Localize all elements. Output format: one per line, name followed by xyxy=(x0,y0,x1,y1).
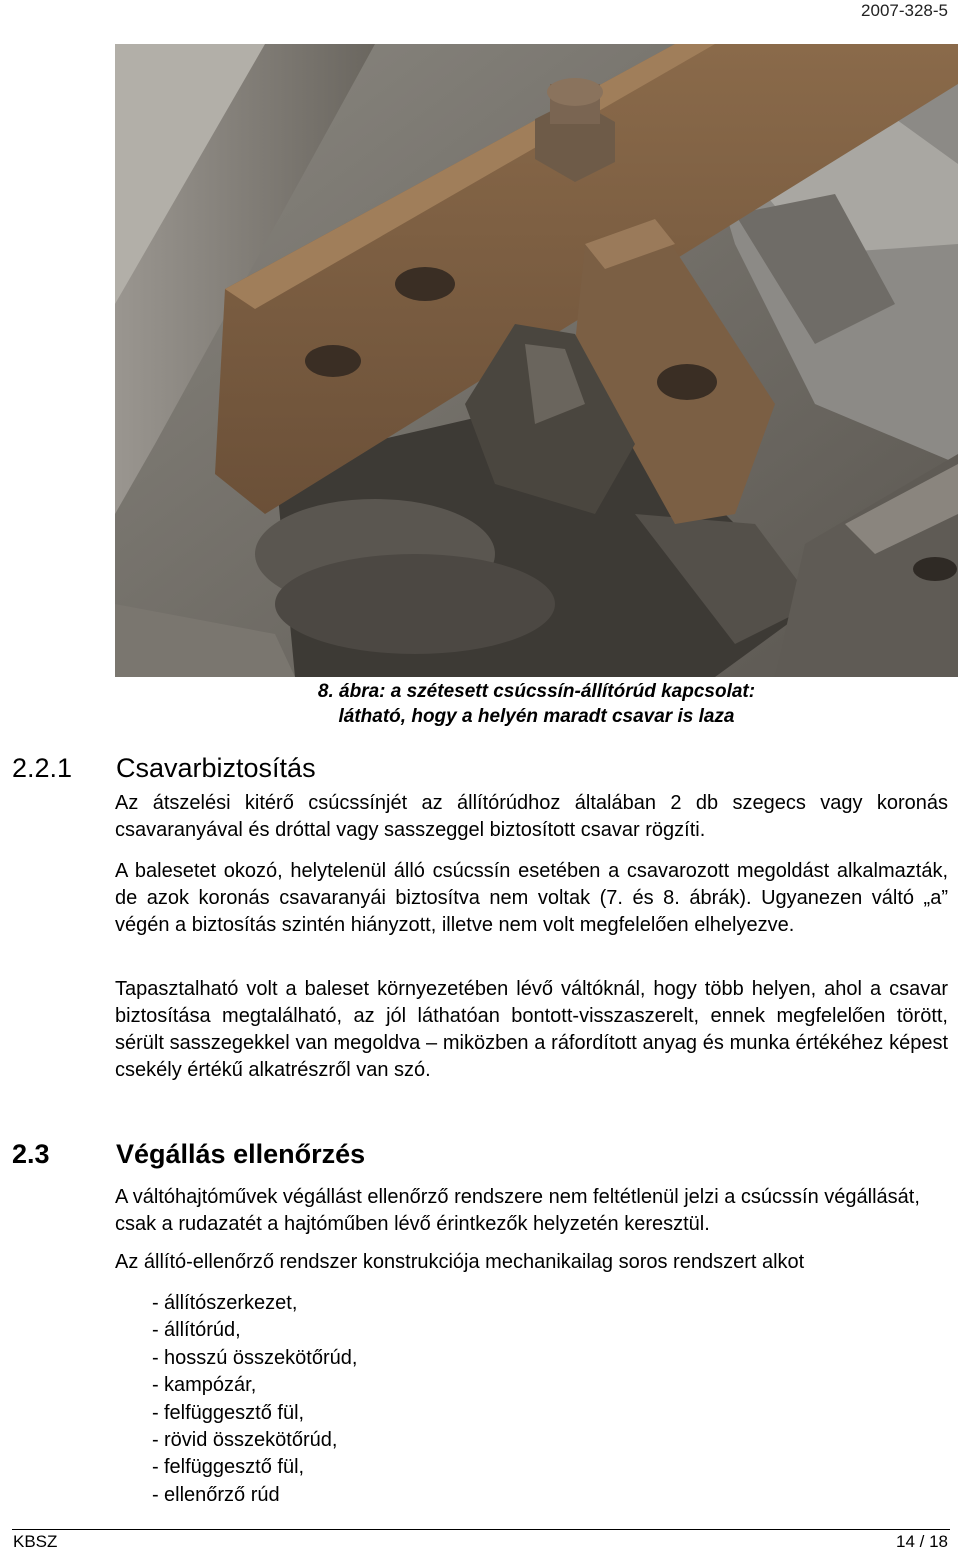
list-item: - kampózár, xyxy=(152,1372,357,1399)
footer-organization: KBSZ xyxy=(13,1532,58,1551)
footer-divider xyxy=(12,1529,950,1530)
document-id: 2007-328-5 xyxy=(861,1,948,20)
section-number: 2.3 xyxy=(12,1139,50,1169)
figure-caption-line-1: 8. ábra: a szétesett csúcssín-állítórúd kapcsolat: xyxy=(317,681,756,702)
component-list xyxy=(152,1290,357,1509)
paragraph: Az állító-ellenőrző rendszer konstrukciója mechanikailag soros rendszert alkot xyxy=(115,1251,805,1273)
paragraph: A váltóhajtóművek végállást ellenőrző rendszere nem feltétlenül jelzi a csúcssín végállását, csak a rudazatét a hajtóműben lévő érintkezők helyzetén keresztül. xyxy=(115,1186,920,1235)
list-item: - felfüggesztő fül, xyxy=(152,1454,357,1481)
section-title: Végállás ellenőrzés xyxy=(116,1139,366,1169)
list-item: - állítószerkezet, xyxy=(152,1290,357,1317)
list-item: - állítórúd, xyxy=(152,1317,357,1344)
list-item: - rövid összekötőrúd, xyxy=(152,1427,357,1454)
section-title: Csavarbiztosítás xyxy=(116,753,316,783)
list-item: - hosszú összekötőrúd, xyxy=(152,1345,357,1372)
figure-caption-line-2: látható, hogy a helyén maradt csavar is laza xyxy=(338,706,735,727)
paragraph: Az átszelési kitérő csúcssínjét az állítórúdhoz általában 2 db szegecs vagy koronás csavaranyával és dróttal vagy sasszeggel biztosított csavar rögzíti. xyxy=(115,792,948,841)
paragraph: A balesetet okozó, helytelenül álló csúcssín esetében a csavarozott megoldást alkalmazták, de azok koronás csavaranyái biztosítva nem voltak (7. és 8. ábrák). Ugyanezen váltó „a” végén a biztosítás szintén hiányzott, illetve nem volt megfelelően elhelyezve. xyxy=(115,860,948,936)
list-item: - felfüggesztő fül, xyxy=(152,1400,357,1427)
page-number: 14 / 18 xyxy=(896,1532,948,1551)
paragraph: Tapasztalható volt a baleset környezetében lévő váltóknál, hogy több helyen, ahol a csavar biztosítása megtalálható, az jól láthatóan bontott-visszaszerelt, ennek megfelelően törött, sérült sasszegekkel van megoldva – miközben a ráfordított anyag és munka értékéhez képest csekély értékű alkatrészről van szó. xyxy=(115,978,948,1081)
section-number: 2.2.1 xyxy=(12,753,73,783)
list-item: - ellenőrző rúd xyxy=(152,1482,357,1509)
figure-photo xyxy=(115,44,958,677)
